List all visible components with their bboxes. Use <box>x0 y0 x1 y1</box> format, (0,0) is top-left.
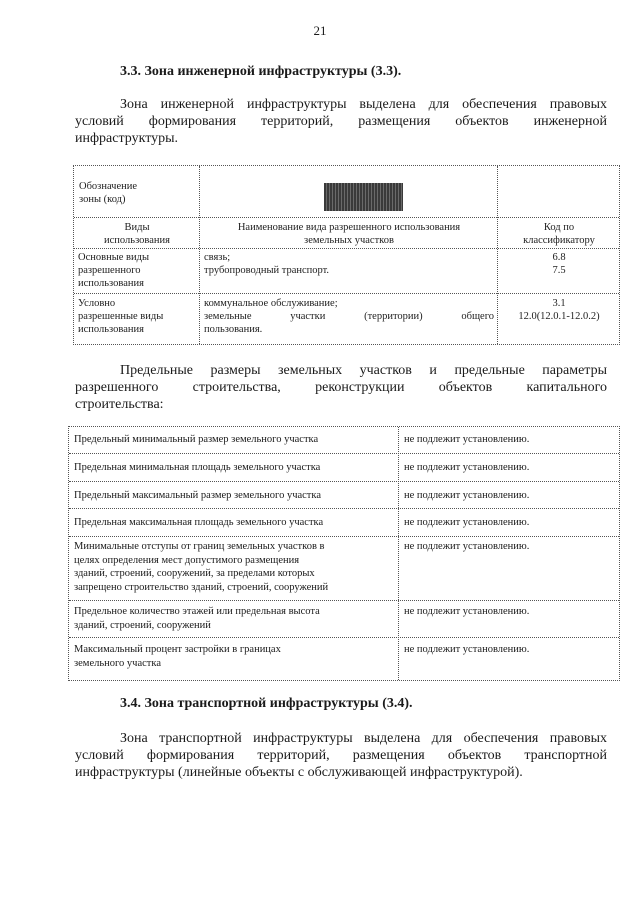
row-main-names: связь; трубопроводный транспорт. <box>204 252 330 276</box>
zone-usage-table <box>73 165 620 345</box>
table-row: Предельный минимальный размер земельного участка не подлежит установлению. <box>74 434 530 445</box>
paragraph-line: инфраструктуры (линейные объекты с обслуживающей инфраструктурой). <box>75 765 523 780</box>
section-heading-3-3: 3.3. Зона инженерной инфраструктуры (3.3). <box>120 64 402 79</box>
table-row: Предельная минимальная площадь земельного участка не подлежит установлению. <box>69 453 619 482</box>
zone-code-label: Обозначение зоны (код) <box>79 181 138 205</box>
header-usage-types: Виды использования <box>104 222 170 246</box>
page-number: 21 <box>313 23 327 38</box>
section-3-4-paragraph <box>75 730 607 781</box>
params-table <box>68 426 620 681</box>
row-main-type: Основные виды разрешенного использования <box>78 252 150 289</box>
params-intro <box>75 362 607 413</box>
paragraph-line: условий формирования территорий, размещения объектов транспортной <box>75 748 607 763</box>
row-conditional-names: коммунальное обслуживание; земельные участки (территории) общего пользования. <box>204 298 494 335</box>
header-classifier-code: Код по классификатору <box>523 222 595 246</box>
paragraph-line: инфраструктуры. <box>75 131 179 146</box>
table-row: Предельный максимальный размер земельного участка не подлежит установлению. <box>69 481 619 509</box>
paragraph-line: условий формирования территорий, размещения объектов инженерной <box>75 114 607 129</box>
header-usage-name: Наименование вида разрешенного использования земельных участков <box>237 222 461 246</box>
paragraph-line: разрешенного строительства, реконструкции объектов капитального <box>75 380 607 395</box>
section-3-3-paragraph <box>75 96 607 147</box>
table-row: Минимальные отступы от границ земельных участков в целях определения мест допустимого размещения зданий, строений, сооружений, за пределами которых запрещено строительство зданий, строений, сооружений не подлежит установлению. <box>69 536 619 601</box>
zone-code-redacted <box>324 183 403 211</box>
section-heading-3-4: 3.4. Зона транспортной инфраструктуры (3.4). <box>120 696 413 711</box>
table-row: Предельное количество этажей или предельная высота зданий, строений, сооружений не подлежит установлению. <box>69 600 619 638</box>
paragraph-line: строительства: <box>75 397 164 412</box>
row-conditional-codes: 3.1 12.0(12.0.1-12.0.2) <box>518 298 600 322</box>
paragraph-line: Зона транспортной инфраструктуры выделена для обеспечения правовых <box>120 731 607 746</box>
row-conditional-type: Условно разрешенные виды использования <box>78 298 164 335</box>
table-row: Максимальный процент застройки в границах земельного участка не подлежит установлению. <box>69 637 619 681</box>
row-main-codes: 6.8 7.5 <box>552 252 566 276</box>
table-row: Предельная максимальная площадь земельного участка не подлежит установлению. <box>69 508 619 537</box>
paragraph-line: Зона инженерной инфраструктуры выделена для обеспечения правовых <box>120 97 607 112</box>
paragraph-line: Предельные размеры земельных участков и предельные параметры <box>120 363 607 378</box>
